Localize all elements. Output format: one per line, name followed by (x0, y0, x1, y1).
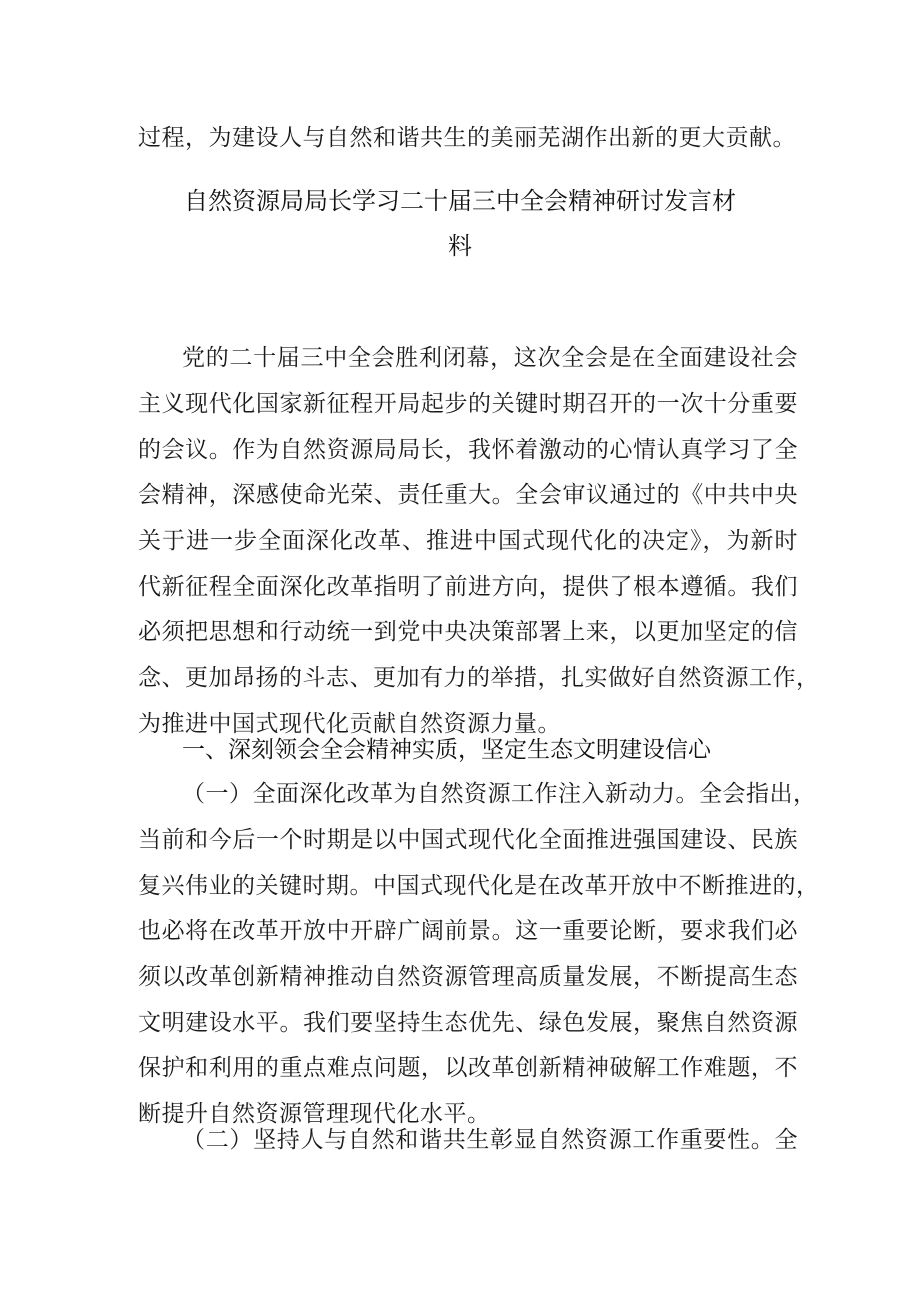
subsection-2-first-line: （二）坚持人与自然和谐共生彰显自然资源工作重要性。全 (182, 1127, 798, 1153)
paragraph-line: 复兴伟业的关键时期。中国式现代化是在改革开放中不断推进的， (138, 873, 820, 899)
document-title-line-1: 自然资源局局长学习二十届三中全会精神研讨发言材 (184, 187, 736, 215)
paragraph-line: 主义现代化国家新征程开局起步的关键时期召开的一次十分重要 (138, 391, 798, 417)
paragraph-line: 念、更加昂扬的斗志、更加有力的举措，扎实做好自然资源工作， (138, 665, 820, 691)
paragraph-line: 当前和今后一个时期是以中国式现代化全面推进强国建设、民族 (138, 827, 798, 853)
paragraph-line: 党的二十届三中全会胜利闭幕，这次全会是在全面建设社会 (182, 345, 798, 371)
paragraph-line: 文明建设水平。我们要坚持生态优先、绿色发展，聚焦自然资源 (138, 1010, 798, 1036)
paragraph-line: 关于进一步全面深化改革、推进中国式现代化的决定》，为新时 (138, 528, 798, 554)
paragraph-line: 的会议。作为自然资源局局长，我怀着激动的心情认真学习了全 (138, 437, 798, 463)
paragraph-line: 断提升自然资源管理现代化水平。 (138, 1101, 491, 1127)
paragraph-line: 须以改革创新精神推动自然资源管理高质量发展，不断提高生态 (138, 964, 798, 990)
lead-line: 过程，为建设人与自然和谐共生的美丽芜湖作出新的更大贡献。 (138, 125, 796, 151)
paragraph-line: 会精神，深感使命光荣、责任重大。全会审议通过的《中共中央 (138, 482, 798, 508)
paragraph-line: （一）全面深化改革为自然资源工作注入新动力。全会指出， (182, 781, 817, 807)
paragraph-line: 保护和利用的重点难点问题，以改革创新精神破解工作难题，不 (138, 1055, 798, 1081)
document-title-line-2: 料 (448, 232, 472, 260)
paragraph-line: 必须把思想和行动统一到党中央决策部署上来，以更加坚定的信 (138, 619, 798, 645)
paragraph-line: 代新征程全面深化改革指明了前进方向，提供了根本遵循。我们 (138, 574, 798, 600)
section-heading: 一、深刻领会全会精神实质，坚定生态文明建设信心 (182, 737, 711, 763)
paragraph-line: 为推进中国式现代化贡献自然资源力量。 (138, 711, 561, 737)
paragraph-line: 也必将在改革开放中开辟广阔前景。这一重要论断，要求我们必 (138, 918, 798, 944)
